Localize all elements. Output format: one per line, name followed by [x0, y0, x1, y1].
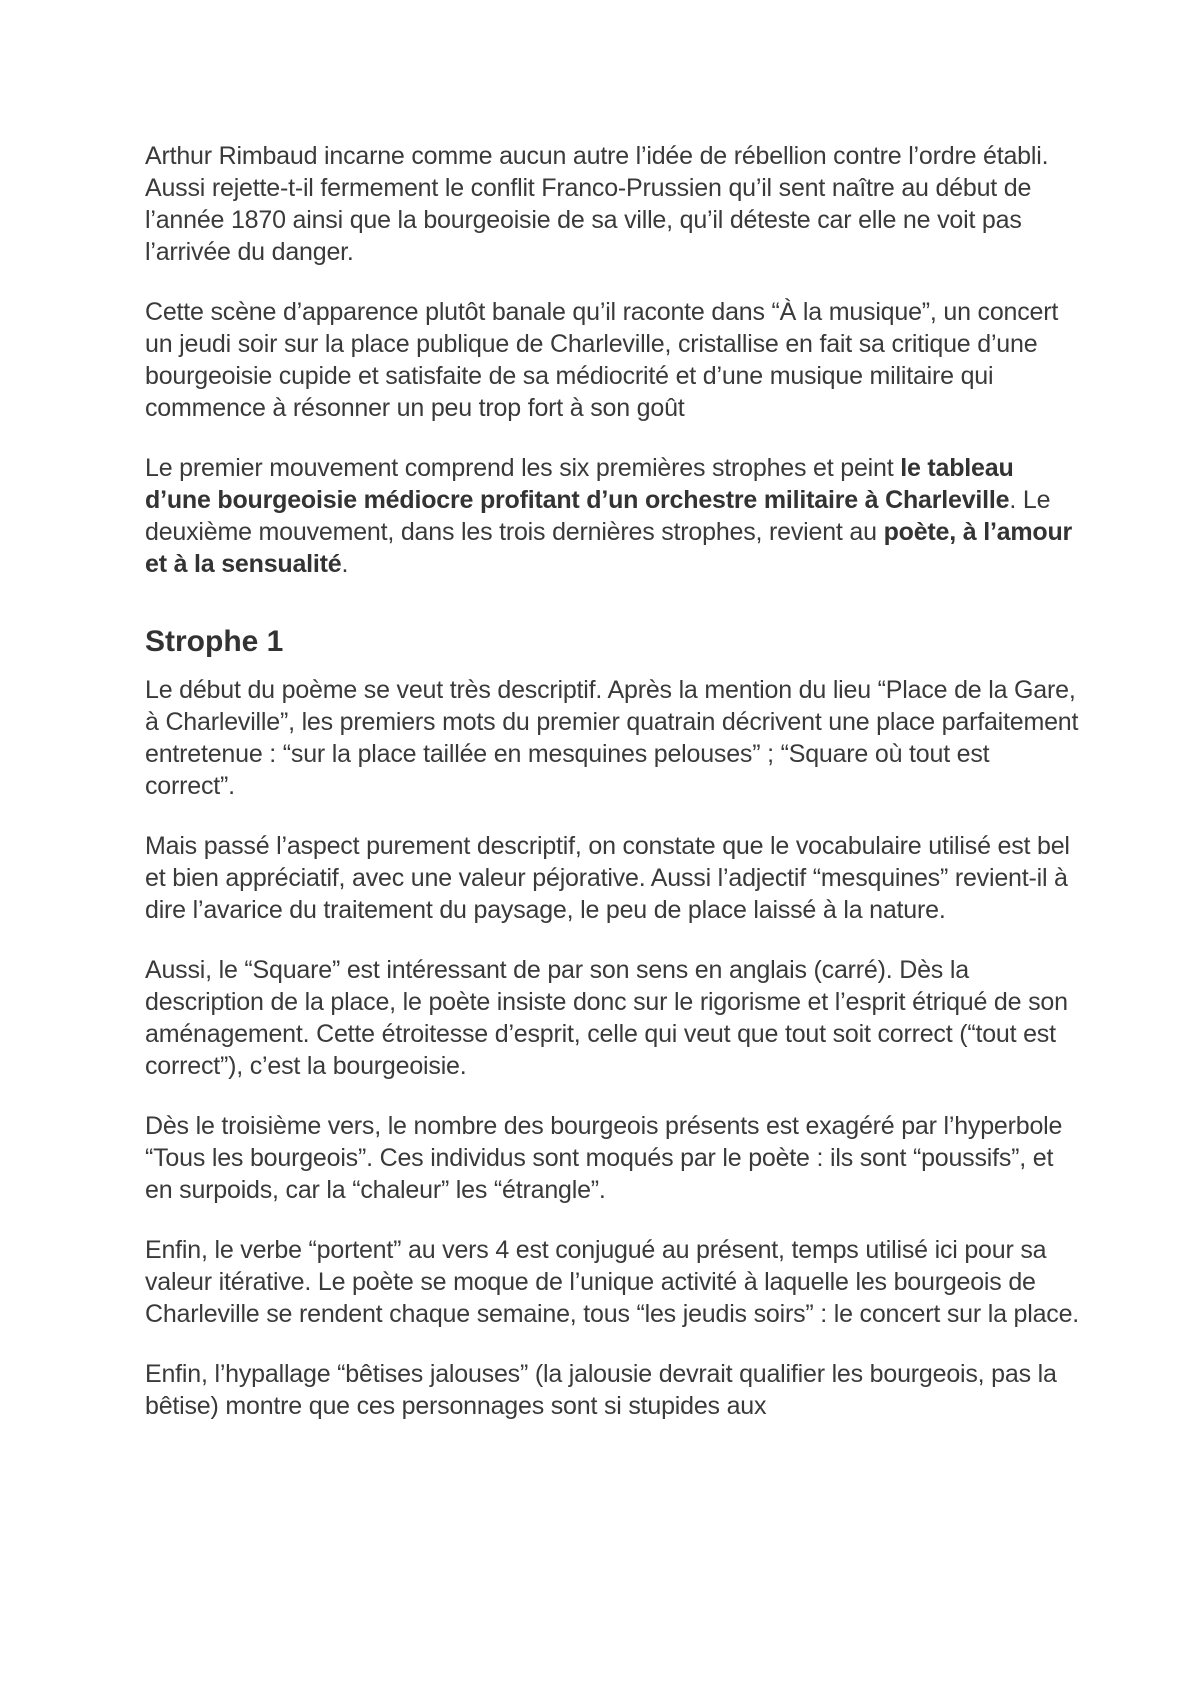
section-paragraph: Aussi, le “Square” est intéressant de par son sens en anglais (carré). Dès la description de la place, le poète insiste donc sur le rigorisme et l’esprit étriqué de son aménagement. Cette étroitesse d’esprit, celle qui veut que tout soit correct (“tout est correct”), c’est la bourgeoisie. [145, 956, 1068, 1080]
document-page [145, 140, 1080, 1450]
section-paragraph: Dès le troisième vers, le nombre des bourgeois présents est exagéré par l’hyperbole “Tous les bourgeois”. Ces individus sont moqués par le poète : ils sont “poussifs”, et en surpoids, car la “chaleur” les “étrangle”. [145, 1112, 1063, 1204]
intro-p3-text-1: Le premier mouvement comprend les six premières strophes et peint [145, 454, 901, 482]
intro-paragraph-3 [145, 452, 1080, 580]
intro-paragraph-2: Cette scène d’apparence plutôt banale qu’il raconte dans “À la musique”, un concert un jeudi soir sur la place publique de Charleville, cristallise en fait sa critique d’une bourgeoisie cupide et satisfaite de sa médiocrité et d’une musique militaire qui commence à résonner un peu trop fort à son goût [145, 298, 1059, 422]
intro-p3-text-3: . [341, 550, 349, 578]
section-paragraph: Mais passé l’aspect purement descriptif, on constate que le vocabulaire utilisé est bel et bien appréciatif, avec une valeur péjorative. Aussi l’adjectif “mesquines” revient-il à dire l’avarice du traitement du paysage, le peu de place laissé à la nature. [145, 832, 1070, 924]
section-paragraph: Le début du poème se veut très descriptif. Après la mention du lieu “Place de la Gare, à Charleville”, les premiers mots du premier quatrain décrivent une place parfaitement entretenue : “sur la place taillée en mesquines pelouses” ; “Square où tout est correct”. [145, 676, 1079, 800]
section-paragraph: Enfin, le verbe “portent” au vers 4 est conjugué au présent, temps utilisé ici pour sa valeur itérative. Le poète se moque de l’unique activité à laquelle les bourgeois de Charleville se rendent chaque semaine, tous “les jeudis soirs” : le concert sur la place. [145, 1236, 1080, 1328]
intro-paragraph-1: Arthur Rimbaud incarne comme aucun autre l’idée de rébellion contre l’ordre établi. Aussi rejette-t-il fermement le conflit Franco-Prussien qu’il sent naître au début de l’année 1870 ainsi que la bourgeoisie de sa ville, qu’il déteste car elle ne voit pas l’arrivée du danger. [145, 142, 1049, 266]
intro-p3-bold-1: le tableau d’une bourgeoisie médiocre profitant d’un orchestre militaire à Charleville [145, 454, 1014, 514]
section-heading: Strophe 1 [145, 625, 284, 658]
section-paragraph: Enfin, l’hypallage “bêtises jalouses” (la jalousie devrait qualifier les bourgeois, pas la bêtise) montre que ces personnages sont si stupides aux [145, 1360, 1057, 1420]
intro-p3-text-2: . Le deuxième mouvement, dans les trois dernières strophes, revient au [145, 486, 1051, 546]
intro-p3-bold-2: poète, à l’amour et à la sensualité [145, 518, 1073, 578]
